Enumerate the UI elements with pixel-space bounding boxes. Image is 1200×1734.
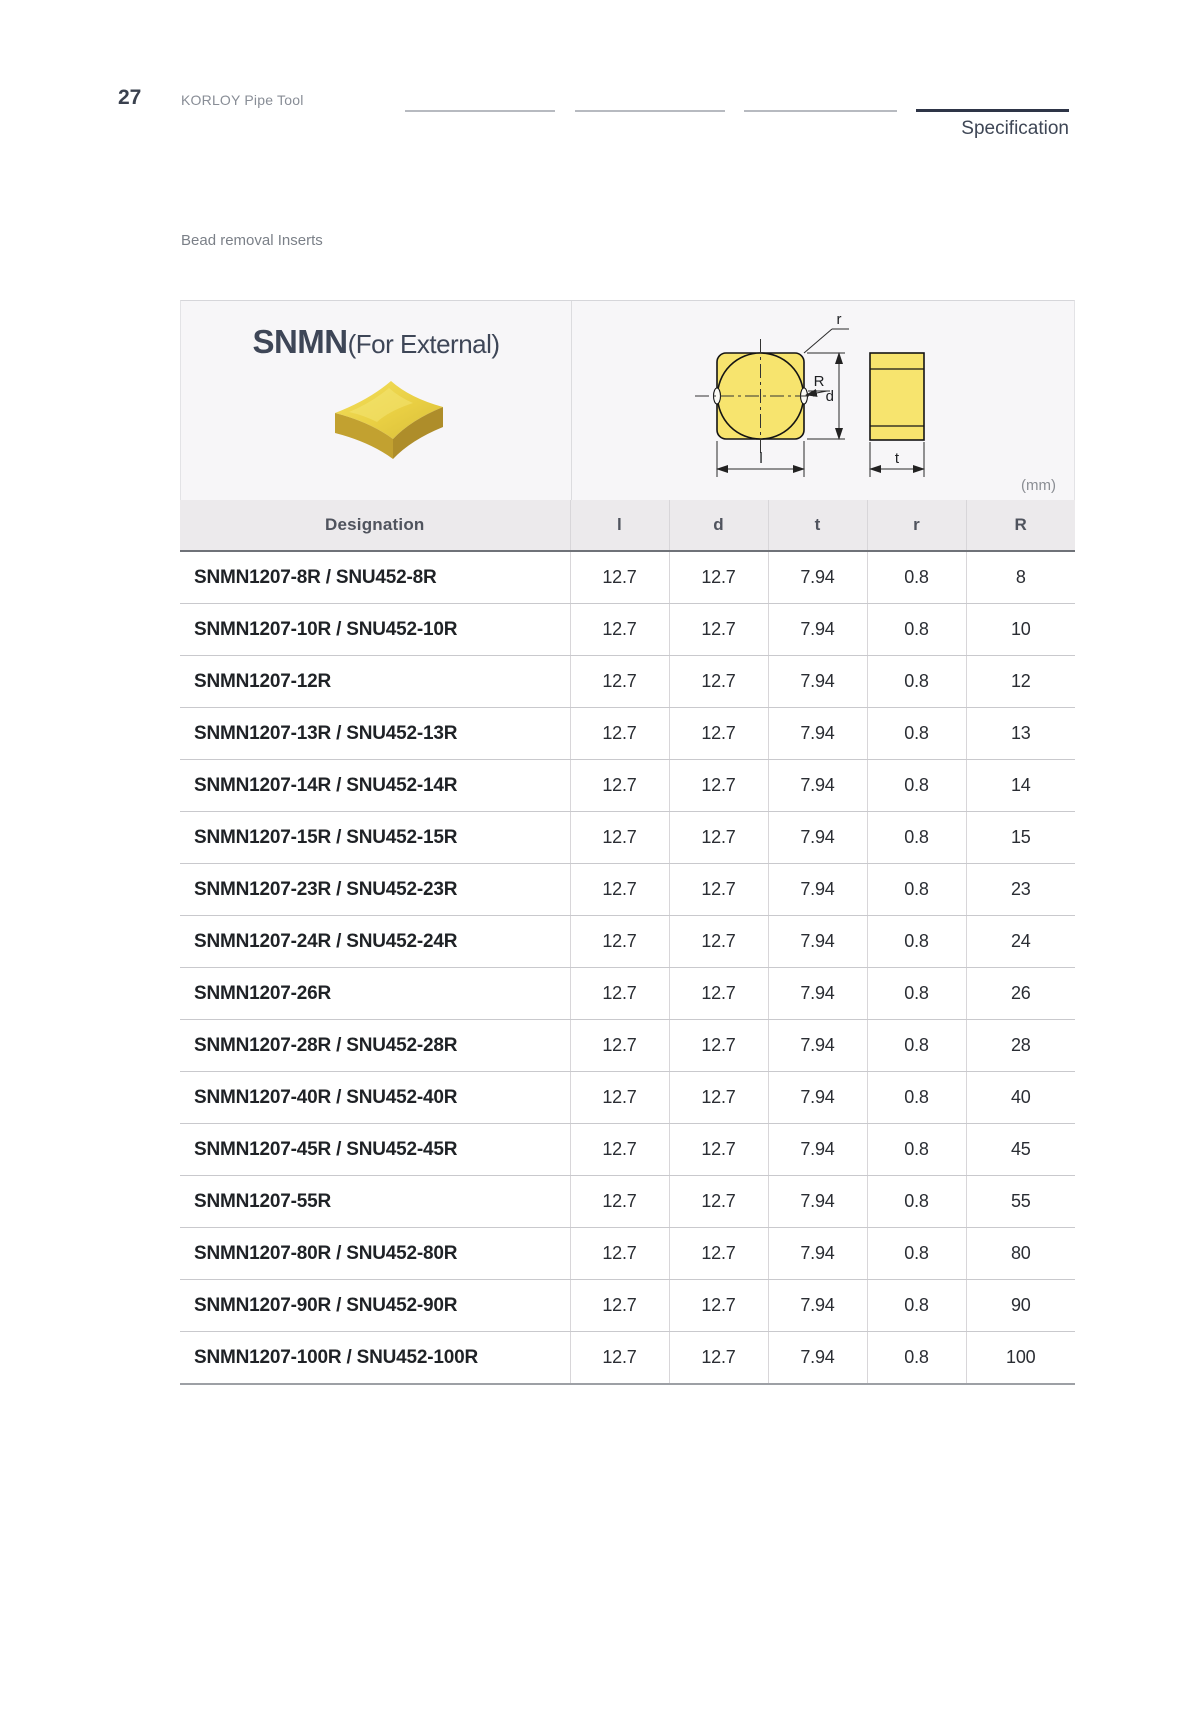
cell-r: 0.8 — [867, 1280, 966, 1332]
col-header-designation: Designation — [180, 500, 570, 551]
page-number: 27 — [118, 86, 142, 109]
table-row — [180, 1020, 1075, 1072]
cell-R: 13 — [966, 708, 1075, 760]
product-box — [180, 300, 1075, 500]
product-title — [181, 323, 571, 361]
table-row — [180, 760, 1075, 812]
table-row — [180, 812, 1075, 864]
cell-l: 12.7 — [570, 1020, 669, 1072]
cell-d: 12.7 — [669, 1124, 768, 1176]
table-row — [180, 916, 1075, 968]
series-qualifier: (For External) — [347, 329, 500, 359]
cell-designation: SNMN1207-23R / SNU452-23R — [180, 864, 570, 916]
cell-R: 23 — [966, 864, 1075, 916]
cell-R: 45 — [966, 1124, 1075, 1176]
header-rule-3 — [744, 110, 897, 112]
cell-r: 0.8 — [867, 551, 966, 604]
cell-r: 0.8 — [867, 604, 966, 656]
table-row — [180, 1280, 1075, 1332]
cell-t: 7.94 — [768, 551, 867, 604]
cell-designation: SNMN1207-40R / SNU452-40R — [180, 1072, 570, 1124]
units-label: (mm) — [1021, 477, 1056, 494]
cell-r: 0.8 — [867, 1020, 966, 1072]
cell-designation: SNMN1207-14R / SNU452-14R — [180, 760, 570, 812]
dim-R-label: R — [813, 373, 825, 390]
cell-l: 12.7 — [570, 1280, 669, 1332]
cell-t: 7.94 — [768, 968, 867, 1020]
cell-l: 12.7 — [570, 1332, 669, 1385]
cell-l: 12.7 — [570, 916, 669, 968]
cell-designation: SNMN1207-45R / SNU452-45R — [180, 1124, 570, 1176]
spec-table-wrap — [180, 500, 1075, 1385]
dim-r — [804, 329, 849, 353]
cell-R: 40 — [966, 1072, 1075, 1124]
cell-R: 80 — [966, 1228, 1075, 1280]
header-rule-1 — [405, 110, 555, 112]
cell-t: 7.94 — [768, 916, 867, 968]
cell-d: 12.7 — [669, 551, 768, 604]
col-header-d: d — [669, 500, 768, 551]
table-row — [180, 968, 1075, 1020]
cell-d: 12.7 — [669, 1332, 768, 1385]
cell-d: 12.7 — [669, 1072, 768, 1124]
spec-table — [180, 500, 1075, 1385]
cell-r: 0.8 — [867, 1176, 966, 1228]
cell-t: 7.94 — [768, 1124, 867, 1176]
cell-l: 12.7 — [570, 1124, 669, 1176]
cell-R: 10 — [966, 604, 1075, 656]
cell-R: 28 — [966, 1020, 1075, 1072]
cell-r: 0.8 — [867, 968, 966, 1020]
cell-t: 7.94 — [768, 864, 867, 916]
table-row — [180, 656, 1075, 708]
cell-d: 12.7 — [669, 1020, 768, 1072]
cell-R: 100 — [966, 1332, 1075, 1385]
cell-t: 7.94 — [768, 656, 867, 708]
cell-d: 12.7 — [669, 708, 768, 760]
diagram-top-view — [695, 339, 815, 455]
cell-d: 12.7 — [669, 760, 768, 812]
cell-r: 0.8 — [867, 1072, 966, 1124]
cell-l: 12.7 — [570, 1072, 669, 1124]
cell-d: 12.7 — [669, 1280, 768, 1332]
cell-l: 12.7 — [570, 760, 669, 812]
cell-r: 0.8 — [867, 916, 966, 968]
cell-t: 7.94 — [768, 1332, 867, 1385]
cell-designation: SNMN1207-55R — [180, 1176, 570, 1228]
dim-d-label: d — [825, 388, 834, 405]
cell-designation: SNMN1207-10R / SNU452-10R — [180, 604, 570, 656]
cell-l: 12.7 — [570, 1228, 669, 1280]
table-row — [180, 1332, 1075, 1385]
series-name: SNMN — [252, 323, 348, 360]
cell-r: 0.8 — [867, 656, 966, 708]
cell-t: 7.94 — [768, 760, 867, 812]
cell-l: 12.7 — [570, 551, 669, 604]
cell-l: 12.7 — [570, 656, 669, 708]
cell-designation: SNMN1207-26R — [180, 968, 570, 1020]
table-row — [180, 708, 1075, 760]
cell-r: 0.8 — [867, 864, 966, 916]
cell-R: 55 — [966, 1176, 1075, 1228]
table-subtitle: Bead removal Inserts — [181, 232, 323, 249]
cell-d: 12.7 — [669, 1228, 768, 1280]
cell-R: 12 — [966, 656, 1075, 708]
header-rule-2 — [575, 110, 725, 112]
section-title: Specification — [961, 118, 1069, 139]
cell-l: 12.7 — [570, 604, 669, 656]
cell-d: 12.7 — [669, 864, 768, 916]
table-row — [180, 604, 1075, 656]
col-header-r: r — [867, 500, 966, 551]
cell-t: 7.94 — [768, 812, 867, 864]
cell-t: 7.94 — [768, 1280, 867, 1332]
table-row — [180, 1176, 1075, 1228]
cell-designation: SNMN1207-12R — [180, 656, 570, 708]
cell-d: 12.7 — [669, 656, 768, 708]
cell-R: 26 — [966, 968, 1075, 1020]
cell-d: 12.7 — [669, 916, 768, 968]
cell-t: 7.94 — [768, 1228, 867, 1280]
cell-t: 7.94 — [768, 708, 867, 760]
cell-designation: SNMN1207-15R / SNU452-15R — [180, 812, 570, 864]
cell-d: 12.7 — [669, 968, 768, 1020]
cell-d: 12.7 — [669, 812, 768, 864]
cell-l: 12.7 — [570, 812, 669, 864]
cell-r: 0.8 — [867, 1124, 966, 1176]
cell-l: 12.7 — [570, 1176, 669, 1228]
table-row — [180, 551, 1075, 604]
cell-R: 90 — [966, 1280, 1075, 1332]
cell-designation: SNMN1207-8R / SNU452-8R — [180, 551, 570, 604]
cell-r: 0.8 — [867, 760, 966, 812]
cell-t: 7.94 — [768, 604, 867, 656]
cell-designation: SNMN1207-28R / SNU452-28R — [180, 1020, 570, 1072]
cell-designation: SNMN1207-100R / SNU452-100R — [180, 1332, 570, 1385]
diagram-side-view — [870, 353, 924, 440]
table-row — [180, 1124, 1075, 1176]
cell-designation: SNMN1207-80R / SNU452-80R — [180, 1228, 570, 1280]
cell-designation: SNMN1207-90R / SNU452-90R — [180, 1280, 570, 1332]
cell-r: 0.8 — [867, 1228, 966, 1280]
cell-designation: SNMN1207-13R / SNU452-13R — [180, 708, 570, 760]
dim-l-label: l — [759, 450, 763, 467]
cell-l: 12.7 — [570, 864, 669, 916]
cell-R: 14 — [966, 760, 1075, 812]
col-header-l: l — [570, 500, 669, 551]
cell-l: 12.7 — [570, 708, 669, 760]
cell-d: 12.7 — [669, 1176, 768, 1228]
cell-designation: SNMN1207-24R / SNU452-24R — [180, 916, 570, 968]
cell-R: 8 — [966, 551, 1075, 604]
cell-d: 12.7 — [669, 604, 768, 656]
dim-t-label: t — [894, 450, 900, 467]
table-header-row — [180, 500, 1075, 551]
cell-l: 12.7 — [570, 968, 669, 1020]
insert-diagram — [571, 301, 1076, 501]
table-row — [180, 1072, 1075, 1124]
cell-t: 7.94 — [768, 1020, 867, 1072]
table-row — [180, 1228, 1075, 1280]
col-header-t: t — [768, 500, 867, 551]
cell-t: 7.94 — [768, 1072, 867, 1124]
cell-t: 7.94 — [768, 1176, 867, 1228]
cell-r: 0.8 — [867, 708, 966, 760]
spec-table-body — [180, 551, 1075, 1384]
table-row — [180, 864, 1075, 916]
dim-r-label: r — [836, 311, 842, 328]
insert-photo — [329, 375, 451, 465]
cell-r: 0.8 — [867, 1332, 966, 1385]
cell-r: 0.8 — [867, 812, 966, 864]
cell-R: 24 — [966, 916, 1075, 968]
brand-label: KORLOY Pipe Tool — [181, 92, 304, 108]
header-rule-accent — [916, 109, 1069, 112]
cell-R: 15 — [966, 812, 1075, 864]
col-header-R: R — [966, 500, 1075, 551]
